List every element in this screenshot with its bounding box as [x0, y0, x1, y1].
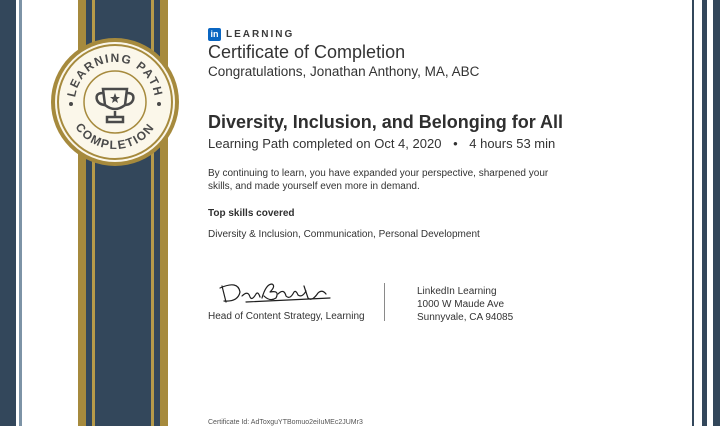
- right-edge-border: [688, 0, 720, 426]
- certificate-id: Certificate Id: AdToxguYTBomuo2eiIuMEc2JUMr3: [208, 419, 363, 426]
- completion-date: Learning Path completed on Oct 4, 2020: [208, 136, 442, 151]
- learning-path-seal: [50, 37, 180, 167]
- right-border-line: [692, 0, 694, 426]
- skills-heading: Top skills covered: [208, 208, 295, 219]
- right-border-line: [702, 0, 707, 426]
- brand-name: LEARNING: [226, 28, 295, 40]
- certificate-title: Certificate of Completion: [208, 42, 406, 62]
- course-duration: 4 hours 53 min: [469, 136, 556, 151]
- seal-top-text: LEARNING PATH: [64, 50, 166, 99]
- linkedin-logo-icon: in: [208, 28, 221, 41]
- recipient-congrats: Congratulations, Jonathan Anthony, MA, ABC: [208, 64, 480, 79]
- skills-list: Diversity & Inclusion, Communication, Personal Development: [208, 229, 480, 240]
- address-street: 1000 W Maude Ave: [417, 299, 505, 310]
- address-org: LinkedIn Learning: [417, 286, 497, 297]
- separator-dot: •: [453, 136, 458, 151]
- organization-address: [417, 285, 513, 324]
- certificate-description: By continuing to learn, you have expanded your perspective, sharpened your skills, and made yourself even more in demand.: [208, 168, 549, 192]
- signer-role: Head of Content Strategy, Learning: [208, 311, 365, 322]
- seal-bottom-text: COMPLETION: [72, 120, 158, 153]
- linkedin-learning-logo: [208, 27, 294, 41]
- right-border-line: [713, 0, 720, 426]
- left-edge-border: [0, 0, 19, 426]
- completion-info: [208, 136, 555, 151]
- course-title: Diversity, Inclusion, and Belonging for All: [208, 112, 564, 132]
- address-city: Sunnyvale, CA 94085: [417, 312, 514, 323]
- signature-image: [218, 280, 333, 306]
- signature-divider: [384, 283, 385, 321]
